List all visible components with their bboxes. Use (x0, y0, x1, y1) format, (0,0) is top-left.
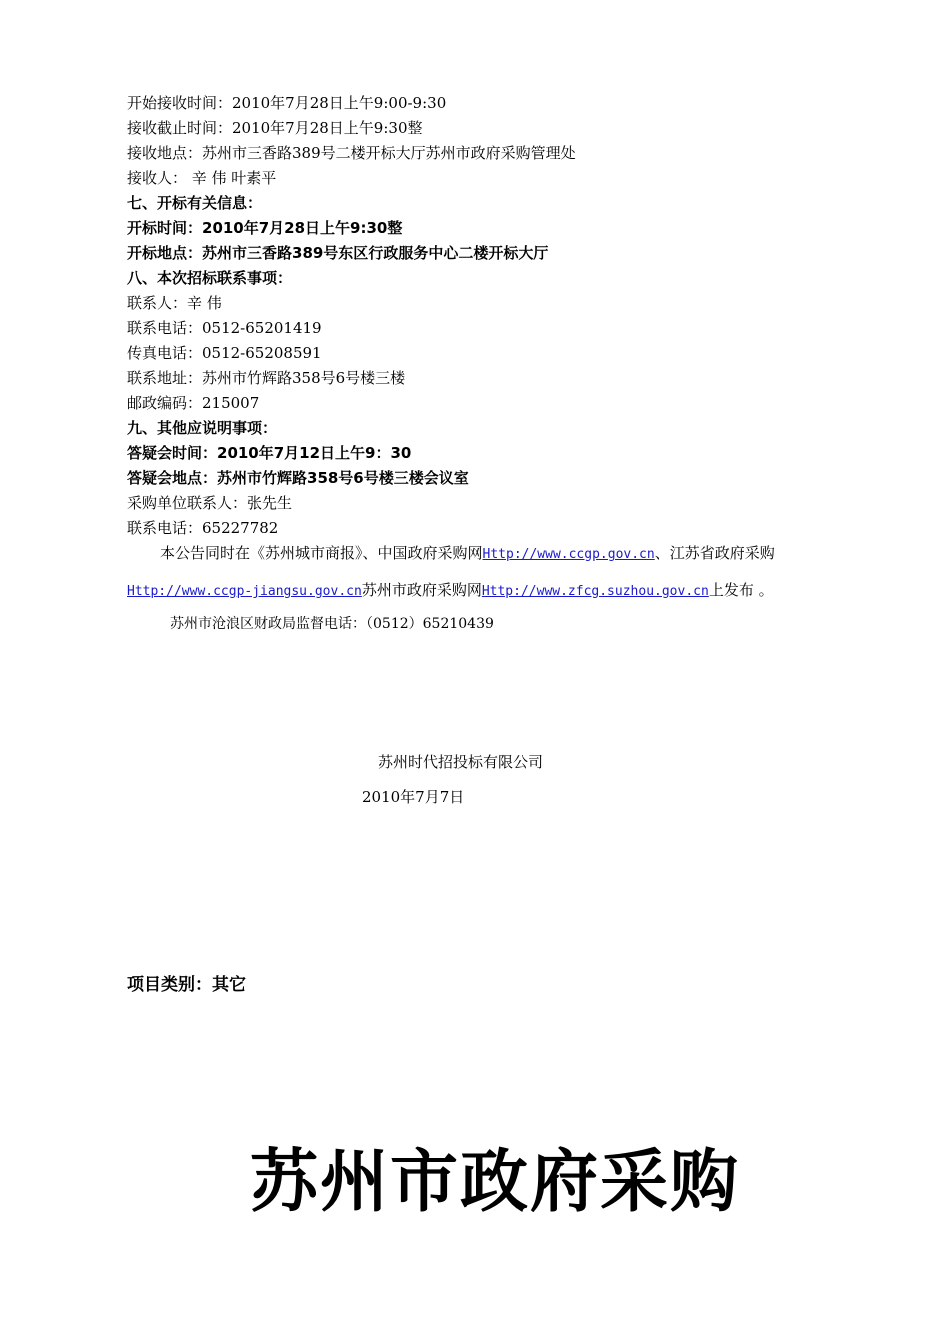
receive-receiver: 接收人： 辛 伟 叶素平 (127, 169, 277, 187)
notice-mid2: 苏州市政府采购网 (361, 581, 482, 599)
notice-suffix: 上发布 。 (708, 581, 774, 599)
contact-address: 联系地址：苏州市竹辉路358号6号楼三楼 (127, 369, 406, 387)
buyer-phone: 联系电话：65227782 (127, 519, 279, 537)
contact-heading: 八、本次招标联系事项： (127, 269, 293, 287)
zfcg-suzhou-link[interactable]: Http://www.zfcg.suzhou.gov.cn (481, 584, 709, 599)
contact-postcode: 邮政编码：215007 (127, 394, 260, 412)
opening-location: 开标地点：苏州市三香路389号东区行政服务中心二楼开标大厅 (127, 244, 549, 262)
other-heading: 九、其他应说明事项： (127, 419, 278, 437)
ccgp-jiangsu-link[interactable]: Http://www.ccgp-jiangsu.gov.cn (127, 584, 362, 599)
notice-line-2 (127, 580, 774, 602)
receive-deadline: 接收截止时间：2010年7月28日上午9:30整 (127, 119, 423, 137)
buyer-contact: 采购单位联系人：张先生 (127, 494, 293, 512)
contact-fax: 传真电话：0512-65208591 (127, 344, 322, 362)
supervision-phone: 苏州市沧浪区财政局监督电话：（0512）65210439 (170, 616, 494, 632)
notice-prefix: 本公告同时在《苏州城市商报》、中国政府采购网 (160, 544, 483, 562)
notice-mid1: 、江苏省政府采购 (654, 544, 775, 562)
signature-company: 苏州时代招投标有限公司 (378, 753, 544, 771)
opening-time: 开标时间：2010年7月28日上午9:30整 (127, 219, 403, 237)
opening-heading: 七、开标有关信息： (127, 194, 263, 212)
contact-phone: 联系电话：0512-65201419 (127, 319, 322, 337)
footer-title: 苏州市政府采购 (249, 1143, 740, 1222)
signature-date: 2010年7月7日 (362, 788, 465, 806)
ccgp-link[interactable]: Http://www.ccgp.gov.cn (482, 547, 655, 562)
qa-location: 答疑会地点：苏州市竹辉路358号6号楼三楼会议室 (127, 469, 469, 487)
notice-line-1 (160, 543, 775, 565)
contact-person: 联系人：辛 伟 (127, 294, 222, 312)
qa-time: 答疑会时间：2010年7月12日上午9：30 (127, 444, 412, 462)
receive-location: 接收地点：苏州市三香路389号二楼开标大厅苏州市政府采购管理处 (127, 144, 576, 162)
project-type: 项目类别：其它 (127, 975, 246, 995)
receive-start-time: 开始接收时间：2010年7月28日上午9:00-9:30 (127, 94, 447, 112)
